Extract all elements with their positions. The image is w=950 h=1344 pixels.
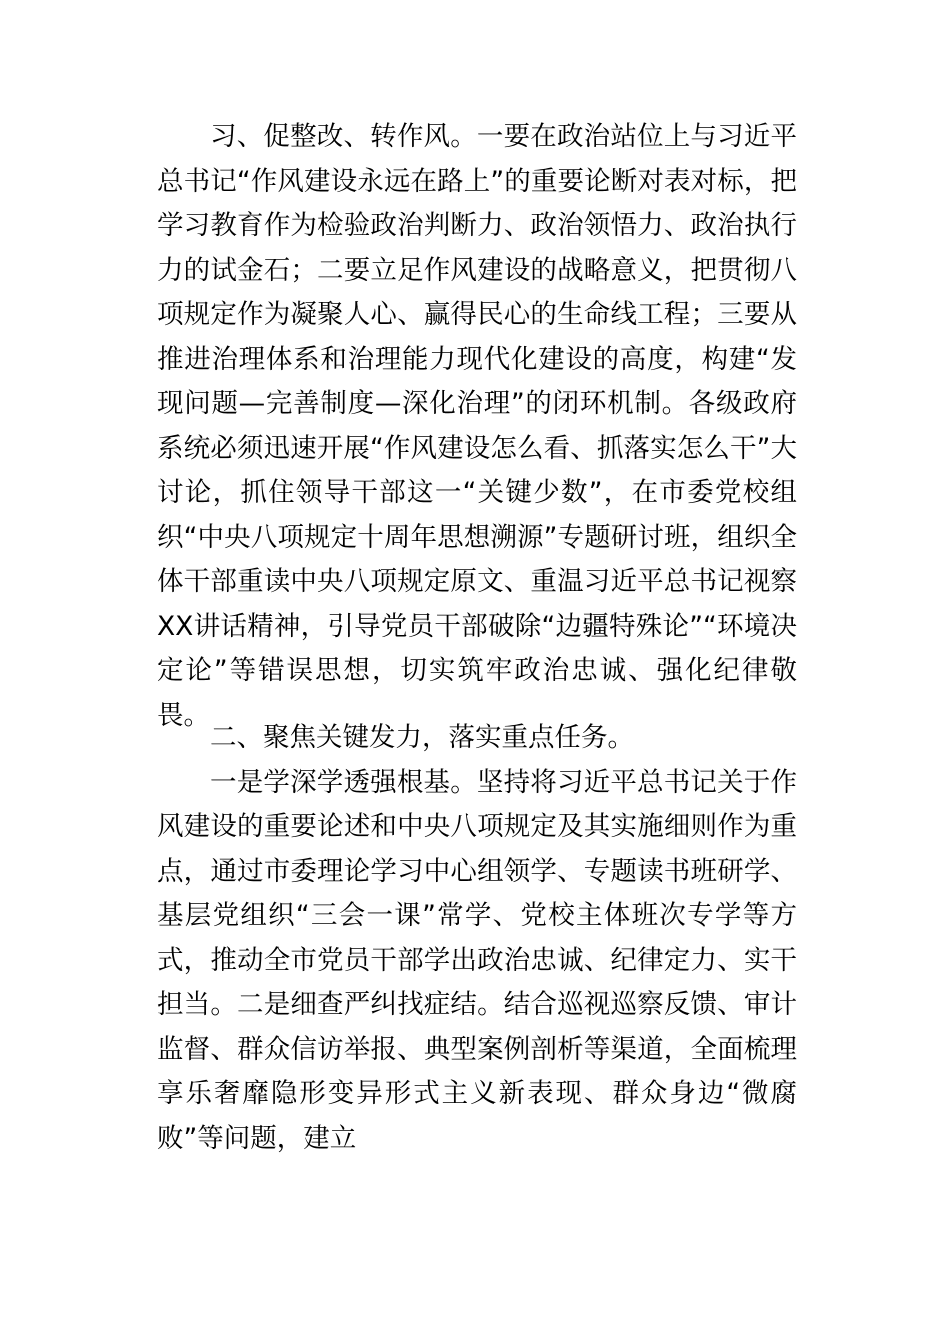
body-paragraph-2: 一是学深学透强根基。坚持将习近平总书记关于作风建设的重要论述和中央八项规定及其实施细则作为重点，通过市委理论学习中心组领学、专题读书班研学、基层党组织“三会一课”常学、党校主体班次专学等方式，推动全市党员干部学出政治忠诚、纪律定力、实干担当。二是细查严纠找症结。结合巡视巡察反馈、审计监督、群众信访举报、典型案例剖析等渠道，全面梳理享乐奢靡隐形变异形式主义新表现、群众身边“微腐败”等问题，建立 (157, 766, 797, 1154)
section-heading: 二、聚焦关键发力，落实重点任务。 (210, 722, 634, 753)
body-paragraph-1 (157, 115, 797, 738)
paragraph-text: 习、促整改、转作风。一要在政治站位上与习近平总书记“作风建设永远在路上”的重要论断对表对标，把学习教育作为检验政治判断力、政治领悟力、政治执行力的试金石；二要立足作风建设的战略意义，把贯彻八项规定作为凝聚人心、赢得民心的生命线工程；三要从推进治理体系和治理能力现代化建设的高度，构建“发现问题—完善制度—深化治理”的闭环机制。各级政府系统必须迅速开展“作风建设怎么看、抓落实怎么干”大讨论，抓住领导干部这一“关键少数”，在市委党校组织“中央八项规定十周年思想溯源”专题研讨班，组织全体干部重读中央八项规定原文、重温习近平总书记视察XX讲话精神，引导党员干部破除“边疆特殊论”“环境决定论”等错误思想，切实筑牢政治忠诚、强化纪律敬畏。 (157, 121, 797, 731)
section-two (157, 716, 797, 1161)
